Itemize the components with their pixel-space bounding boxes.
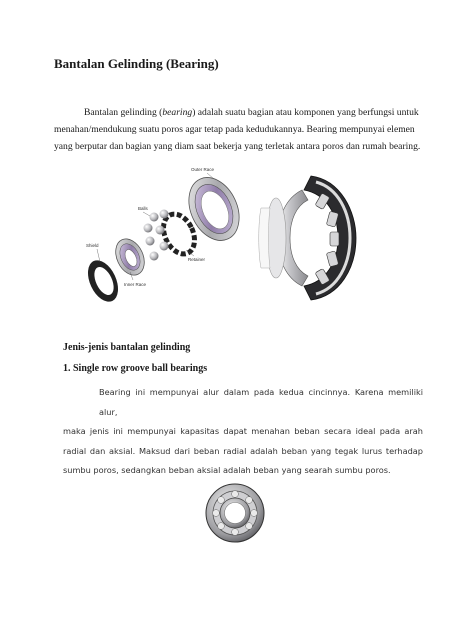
outer-race-part — [179, 169, 249, 248]
label-balls: Balls — [138, 206, 148, 211]
cutaway-bearing-image — [256, 172, 358, 304]
item-1-body-rest: maka jenis ini mempunyai kapasitas dapat menahan beban secara ideal pada arah radial dan aksial. Maksud dari beban radial adalah beban yang tegak lurus terhadap sumbu poros, sedangkan beban aksial adalah beban yang searah sumbu poros. — [63, 426, 423, 475]
intro-line-1 — [54, 104, 424, 121]
intro-paragraph — [54, 104, 424, 155]
inner-race-part — [110, 234, 150, 279]
ball-bearing-image — [204, 482, 266, 544]
intro-line-3: yang berputar dan bagian yang diam saat bekerja yang terletak antara poros dan rumah bearing. — [54, 141, 421, 152]
shield-part — [84, 256, 124, 307]
item-1-body-line-1: Bearing ini mempunyai alur dalam pada kedua cincinnya. Karena memiliki alur, — [99, 387, 423, 417]
exploded-bearing-diagram — [84, 164, 254, 324]
intro-text-1a: Bantalan gelinding ( — [84, 107, 163, 118]
document-title: Bantalan Gelinding (Bearing) — [54, 56, 219, 71]
item-1-heading: 1. Single row groove ball bearings — [63, 363, 208, 374]
section-heading: Jenis-jenis bantalan gelinding — [63, 342, 191, 353]
intro-text-1b: ) adalah suatu bagian atau komponen yang berfungsi untuk — [192, 107, 419, 118]
intro-line-2: menahan/mendukung suatu poros agar tetap pada kedudukannya. Bearing mempunyai elemen — [54, 124, 415, 135]
label-outer-race: Outer Race — [191, 167, 215, 172]
label-inner-race: Inner Race — [124, 282, 147, 287]
item-1-body — [63, 383, 423, 481]
label-retainer: Retainer — [188, 257, 206, 262]
intro-italic-term: bearing — [162, 107, 193, 118]
label-shield: Shield — [86, 243, 99, 248]
